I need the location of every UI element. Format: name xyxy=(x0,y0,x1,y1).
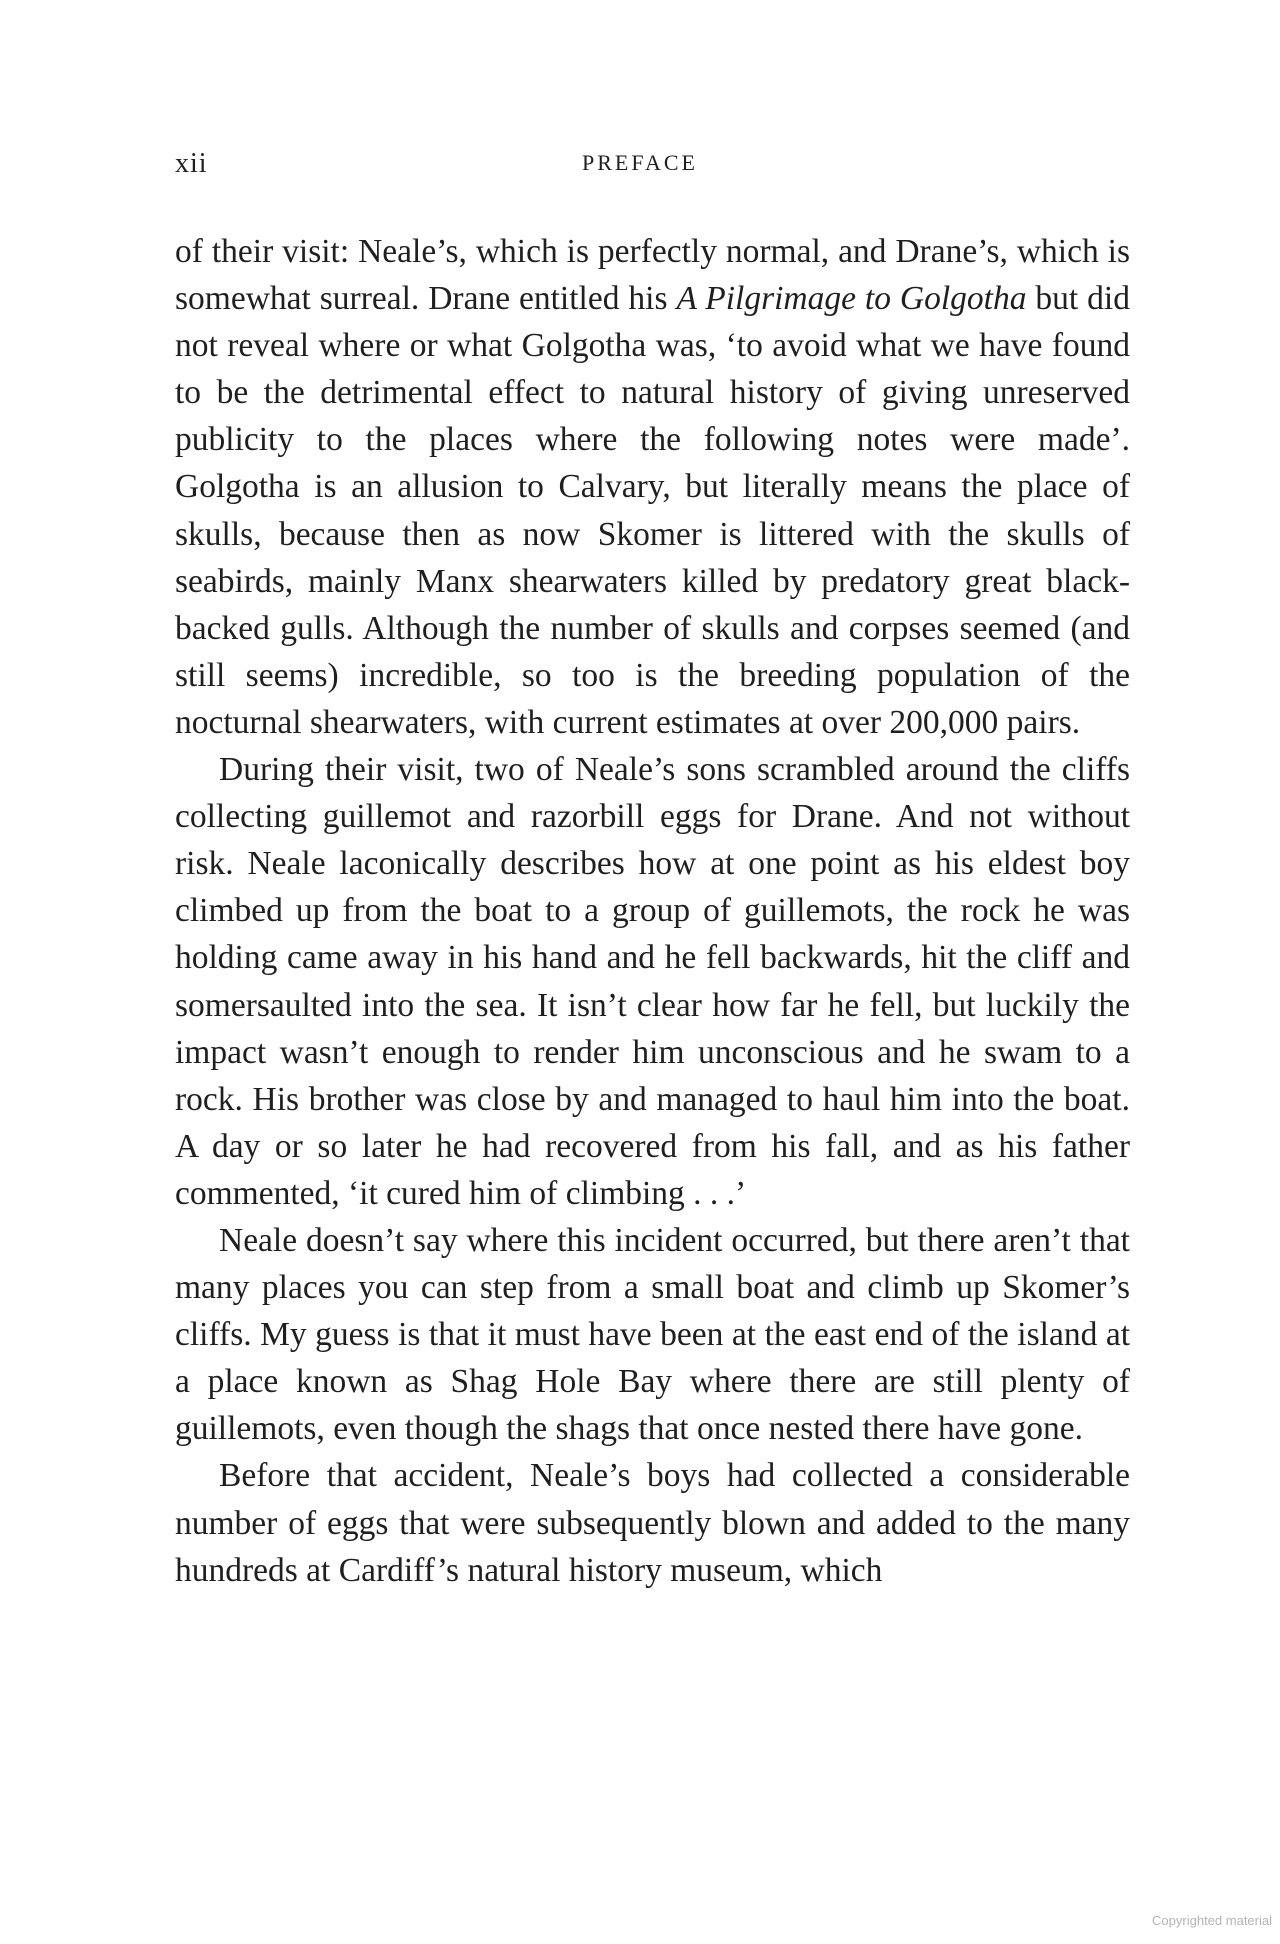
body-text xyxy=(175,228,1130,1594)
paragraph-1-text-b: but did not reveal where or what Golgotha was, ‘to avoid what we have found to be the detrimental effect to natural history of giving unreserved publicity to the places where the following notes were made’. Golgotha is an allusion to Calvary, but literally means the place of skulls, because then as now Skomer is littered with the skulls of seabirds, mainly Manx shearwaters killed by predatory great black-backed gulls. Although the number of skulls and corpses seemed (and still seems) incredible, so too is the breeding population of the nocturnal shearwaters, with current estimates at over 200,000 pairs. xyxy=(175,280,1130,741)
paragraph-1 xyxy=(175,228,1130,746)
paragraph-4: Before that accident, Neale’s boys had collected a considerable number of eggs that were subsequently blown and added to the many hundreds at Cardiff’s natural history museum, which xyxy=(175,1457,1130,1589)
running-head: PREFACE xyxy=(582,150,698,175)
paragraph-2: During their visit, two of Neale’s sons scrambled around the cliffs collecting guillemot and razorbill eggs for Drane. And not without risk. Neale laconically describes how at one point as his eldest boy climbed up from the boat to a group of guillemots, the rock he was holding came away in his hand and he fell backwards, hit the cliff and somersaulted into the sea. It isn’t clear how far he fell, but luckily the impact wasn’t enough to render him unconscious and he swam to a rock. His brother was close by and managed to haul him into the boat. A day or so later he had recovered from his fall, and as his father commented, ‘it cured him of climbing . . .’ xyxy=(175,751,1130,1212)
page-number: xii xyxy=(175,148,208,179)
book-title: A Pilgrimage to Golgotha xyxy=(676,280,1027,318)
paragraph-1-text-a: of their visit: Neale’s, which is perfectly normal, and Drane’s, which is somewhat surreal. Drane entitled his xyxy=(175,233,1130,318)
copyright-watermark: Copyrighted material xyxy=(1152,1913,1272,1928)
paragraph-3: Neale doesn’t say where this incident occurred, but there aren’t that many places you can step from a small boat and climb up Skomer’s cliffs. My guess is that it must have been at the east end of the island at a place known as Shag Hole Bay where there are still plenty of guillemots, even though the shags that once nested there have gone. xyxy=(175,1221,1130,1448)
